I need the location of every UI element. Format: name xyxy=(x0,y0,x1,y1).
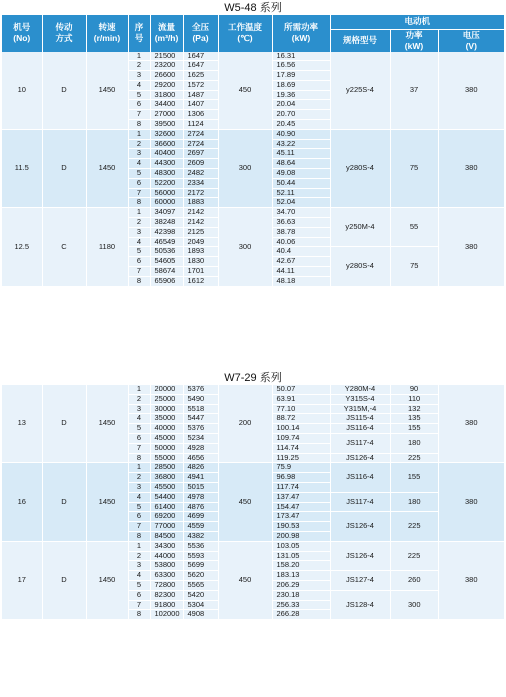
motor-power: 135 xyxy=(390,414,438,424)
seq-no: 6 xyxy=(128,433,150,443)
machine-no: 10 xyxy=(2,52,42,130)
motor-model: JS126-4 xyxy=(330,512,390,541)
flow-value: 54605 xyxy=(150,257,183,267)
seq-no: 5 xyxy=(128,424,150,434)
flow-value: 60000 xyxy=(150,198,183,208)
table-row xyxy=(2,129,504,139)
required-power: 63.91 xyxy=(272,394,330,404)
required-power: 50.07 xyxy=(272,385,330,394)
seq-no: 7 xyxy=(128,188,150,198)
seq-no: 8 xyxy=(128,120,150,130)
pressure-value: 1487 xyxy=(183,90,218,100)
machine-no: 16 xyxy=(2,463,42,541)
seq-no: 2 xyxy=(128,473,150,483)
drive-type: D xyxy=(42,129,86,207)
motor-model: y225S-4 xyxy=(330,52,390,130)
col-req-power-unit: (kW) xyxy=(291,33,311,44)
flow-value: 40400 xyxy=(150,149,183,159)
flow-value: 69200 xyxy=(150,512,183,522)
pressure-value: 5376 xyxy=(183,424,218,434)
pressure-value: 4876 xyxy=(183,502,218,512)
required-power: 190.53 xyxy=(272,522,330,532)
pressure-value: 2609 xyxy=(183,159,218,169)
flow-value: 54400 xyxy=(150,492,183,502)
flow-value: 55000 xyxy=(150,453,183,463)
voltage: 380 xyxy=(438,208,504,286)
pressure-value: 2724 xyxy=(183,129,218,139)
required-power: 154.47 xyxy=(272,502,330,512)
flow-value: 56000 xyxy=(150,188,183,198)
motor-model: JS116-4 xyxy=(330,424,390,434)
pressure-value: 5015 xyxy=(183,482,218,492)
required-power: 20.04 xyxy=(272,100,330,110)
col-voltage xyxy=(438,29,504,52)
pressure-value: 4699 xyxy=(183,512,218,522)
motor-model: JS127-4 xyxy=(330,571,390,591)
seq-no: 3 xyxy=(128,482,150,492)
seq-no: 7 xyxy=(128,110,150,120)
seq-no: 4 xyxy=(128,571,150,581)
required-power: 137.47 xyxy=(272,492,330,502)
flow-value: 30000 xyxy=(150,404,183,414)
pressure-value: 5234 xyxy=(183,433,218,443)
work-temp: 300 xyxy=(218,129,272,207)
speed: 1450 xyxy=(86,463,128,541)
seq-no: 3 xyxy=(128,227,150,237)
required-power: 100.14 xyxy=(272,424,330,434)
pressure-value: 2334 xyxy=(183,178,218,188)
col-machine-no-unit: (No) xyxy=(13,33,31,44)
pressure-value: 4382 xyxy=(183,531,218,541)
flow-value: 44300 xyxy=(150,159,183,169)
seq-no: 6 xyxy=(128,590,150,600)
seq-no: 3 xyxy=(128,561,150,571)
flow-value: 91800 xyxy=(150,600,183,610)
pressure-value: 2049 xyxy=(183,237,218,247)
col-speed-label: 转速 xyxy=(98,22,116,33)
seq-no: 3 xyxy=(128,404,150,414)
col-flow-label: 流量 xyxy=(157,22,175,33)
pressure-value: 5490 xyxy=(183,394,218,404)
required-power: 52.04 xyxy=(272,198,330,208)
col-power-unit: (kW) xyxy=(404,40,424,51)
pressure-value: 2482 xyxy=(183,169,218,179)
pressure-value: 1830 xyxy=(183,257,218,267)
seq-no: 7 xyxy=(128,267,150,277)
flow-value: 31800 xyxy=(150,90,183,100)
flow-value: 36800 xyxy=(150,473,183,483)
flow-value: 36600 xyxy=(150,139,183,149)
required-power: 77.10 xyxy=(272,404,330,414)
drive-type: D xyxy=(42,385,86,463)
pressure-value: 5376 xyxy=(183,385,218,394)
seq-no: 6 xyxy=(128,178,150,188)
seq-no: 3 xyxy=(128,71,150,81)
flow-value: 21500 xyxy=(150,52,183,61)
drive-type: C xyxy=(42,208,86,286)
seq-no: 8 xyxy=(128,276,150,286)
col-voltage-label: 电压 xyxy=(462,29,480,40)
motor-model: y280S-4 xyxy=(330,247,390,286)
flow-value: 32600 xyxy=(150,129,183,139)
work-temp: 300 xyxy=(218,208,272,286)
pressure-value: 5420 xyxy=(183,590,218,600)
motor-power: 75 xyxy=(390,247,438,286)
motor-power: 180 xyxy=(390,433,438,453)
pressure-value: 4908 xyxy=(183,610,218,620)
flow-value: 42398 xyxy=(150,227,183,237)
col-drive-label: 传动 xyxy=(55,22,73,33)
seq-no: 6 xyxy=(128,257,150,267)
pressure-value: 4826 xyxy=(183,463,218,473)
required-power: 119.25 xyxy=(272,453,330,463)
flow-value: 40000 xyxy=(150,424,183,434)
col-power-label: 功率 xyxy=(405,29,423,40)
required-power: 18.69 xyxy=(272,80,330,90)
col-power xyxy=(390,29,438,52)
flow-value: 53800 xyxy=(150,561,183,571)
required-power: 52.11 xyxy=(272,188,330,198)
motor-model: y250M-4 xyxy=(330,208,390,247)
table-row xyxy=(2,52,504,61)
flow-value: 34097 xyxy=(150,208,183,218)
pressure-value: 1893 xyxy=(183,247,218,257)
voltage: 380 xyxy=(438,541,504,619)
motor-power: 180 xyxy=(390,492,438,512)
col-model-label: 规格型号 xyxy=(342,35,377,45)
pressure-value: 1625 xyxy=(183,71,218,81)
flow-value: 34400 xyxy=(150,100,183,110)
col-pressure-unit: (Pa) xyxy=(192,33,209,44)
required-power: 20.70 xyxy=(272,110,330,120)
drive-type: D xyxy=(42,52,86,130)
motor-model: JS115-4 xyxy=(330,414,390,424)
machine-no: 11.5 xyxy=(2,129,42,207)
pressure-value: 4941 xyxy=(183,473,218,483)
flow-value: 26600 xyxy=(150,71,183,81)
required-power: 48.18 xyxy=(272,276,330,286)
flow-value: 28500 xyxy=(150,463,183,473)
required-power: 17.89 xyxy=(272,71,330,81)
motor-power: 155 xyxy=(390,463,438,492)
motor-power: 55 xyxy=(390,208,438,247)
required-power: 49.08 xyxy=(272,169,330,179)
seq-no: 1 xyxy=(128,129,150,139)
col-temp-label: 工作温度 xyxy=(227,22,262,33)
col-drive-unit: 方式 xyxy=(55,33,73,44)
col-machine-no xyxy=(2,15,42,52)
col-motor: 电动机 xyxy=(330,15,504,29)
flow-value: 38248 xyxy=(150,218,183,228)
seq-no: 5 xyxy=(128,90,150,100)
required-power: 43.22 xyxy=(272,139,330,149)
pressure-value: 1883 xyxy=(183,198,218,208)
pressure-value: 5447 xyxy=(183,414,218,424)
required-power: 256.33 xyxy=(272,600,330,610)
motor-model: JS117-4 xyxy=(330,433,390,453)
pressure-value: 1647 xyxy=(183,52,218,61)
motor-power: 37 xyxy=(390,52,438,130)
series-title: W5-48 系列 xyxy=(224,2,282,14)
required-power: 20.45 xyxy=(272,120,330,130)
flow-value: 50536 xyxy=(150,247,183,257)
flow-value: 65906 xyxy=(150,276,183,286)
flow-value: 72800 xyxy=(150,580,183,590)
pressure-value: 1124 xyxy=(183,120,218,130)
seq-no: 1 xyxy=(128,52,150,61)
flow-value: 82300 xyxy=(150,590,183,600)
motor-power: 110 xyxy=(390,394,438,404)
seq-no: 5 xyxy=(128,502,150,512)
required-power: 45.11 xyxy=(272,149,330,159)
pressure-value: 5593 xyxy=(183,551,218,561)
flow-value: 44000 xyxy=(150,551,183,561)
col-speed-unit: (r/min) xyxy=(93,33,121,44)
table-row xyxy=(2,208,504,218)
col-seq-unit: 号 xyxy=(134,33,144,44)
series-title: W7-29 系列 xyxy=(224,372,282,384)
col-voltage-unit: (V) xyxy=(465,40,477,51)
required-power: 109.74 xyxy=(272,433,330,443)
motor-model: JS116-4 xyxy=(330,463,390,492)
pressure-value: 1612 xyxy=(183,276,218,286)
pressure-value: 4978 xyxy=(183,492,218,502)
required-power: 114.74 xyxy=(272,443,330,453)
flow-value: 46549 xyxy=(150,237,183,247)
required-power: 16.56 xyxy=(272,61,330,71)
table-row xyxy=(2,385,504,394)
required-power: 117.74 xyxy=(272,482,330,492)
seq-no: 2 xyxy=(128,394,150,404)
motor-model: JS126-4 xyxy=(330,541,390,570)
machine-no: 17 xyxy=(2,541,42,619)
required-power: 40.90 xyxy=(272,129,330,139)
flow-value: 52200 xyxy=(150,178,183,188)
motor-model: y280S-4 xyxy=(330,129,390,207)
pressure-value: 5518 xyxy=(183,404,218,414)
seq-no: 1 xyxy=(128,463,150,473)
motor-model: Y315M,-4 xyxy=(330,404,390,414)
required-power: 131.05 xyxy=(272,551,330,561)
seq-no: 6 xyxy=(128,100,150,110)
col-flow-unit: (m³/h) xyxy=(154,33,179,44)
flow-value: 45500 xyxy=(150,482,183,492)
motor-power: 90 xyxy=(390,385,438,394)
required-power: 173.47 xyxy=(272,512,330,522)
required-power: 40.06 xyxy=(272,237,330,247)
flow-value: 29200 xyxy=(150,80,183,90)
seq-no: 8 xyxy=(128,610,150,620)
required-power: 230.18 xyxy=(272,590,330,600)
col-req-power-label: 所需功率 xyxy=(283,22,318,33)
required-power: 38.78 xyxy=(272,227,330,237)
required-power: 158.20 xyxy=(272,561,330,571)
pressure-value: 4559 xyxy=(183,522,218,532)
motor-power: 132 xyxy=(390,404,438,414)
flow-value: 23200 xyxy=(150,61,183,71)
motor-model: JS128-4 xyxy=(330,590,390,619)
pressure-value: 1407 xyxy=(183,100,218,110)
seq-no: 7 xyxy=(128,600,150,610)
flow-value: 35000 xyxy=(150,414,183,424)
work-temp: 200 xyxy=(218,385,272,463)
pressure-value: 2125 xyxy=(183,227,218,237)
motor-power: 225 xyxy=(390,453,438,463)
flow-value: 27000 xyxy=(150,110,183,120)
required-power: 266.28 xyxy=(272,610,330,620)
pressure-value: 5304 xyxy=(183,600,218,610)
seq-no: 2 xyxy=(128,218,150,228)
required-power: 183.13 xyxy=(272,571,330,581)
flow-value: 102000 xyxy=(150,610,183,620)
machine-no: 12.5 xyxy=(2,208,42,286)
pressure-value: 5699 xyxy=(183,561,218,571)
seq-no: 1 xyxy=(128,385,150,394)
seq-no: 4 xyxy=(128,414,150,424)
col-machine-no-label: 机号 xyxy=(13,22,31,33)
motor-power: 225 xyxy=(390,541,438,570)
seq-no: 6 xyxy=(128,512,150,522)
pressure-value: 4928 xyxy=(183,443,218,453)
pressure-value: 1306 xyxy=(183,110,218,120)
pressure-value: 4656 xyxy=(183,453,218,463)
flow-value: 58674 xyxy=(150,267,183,277)
seq-no: 4 xyxy=(128,492,150,502)
speed: 1180 xyxy=(86,208,128,286)
flow-value: 50000 xyxy=(150,443,183,453)
seq-no: 3 xyxy=(128,149,150,159)
required-power: 19.36 xyxy=(272,90,330,100)
col-model xyxy=(330,29,390,52)
seq-no: 4 xyxy=(128,237,150,247)
required-power: 200.98 xyxy=(272,531,330,541)
flow-value: 39500 xyxy=(150,120,183,130)
motor-power: 75 xyxy=(390,129,438,207)
required-power: 40.4 xyxy=(272,247,330,257)
motor-power: 225 xyxy=(390,512,438,541)
voltage: 380 xyxy=(438,463,504,541)
required-power: 36.63 xyxy=(272,218,330,228)
pressure-value: 5536 xyxy=(183,541,218,551)
col-speed xyxy=(86,15,128,52)
speed: 1450 xyxy=(86,541,128,619)
pressure-value: 2142 xyxy=(183,208,218,218)
seq-no: 4 xyxy=(128,159,150,169)
required-power: 48.64 xyxy=(272,159,330,169)
flow-value: 84500 xyxy=(150,531,183,541)
drive-type: D xyxy=(42,463,86,541)
flow-value: 25000 xyxy=(150,394,183,404)
voltage: 380 xyxy=(438,52,504,130)
required-power: 50.44 xyxy=(272,178,330,188)
flow-value: 77000 xyxy=(150,522,183,532)
spec-table xyxy=(2,385,504,620)
voltage: 380 xyxy=(438,385,504,463)
seq-no: 5 xyxy=(128,580,150,590)
col-pressure xyxy=(183,15,218,52)
required-power: 42.67 xyxy=(272,257,330,267)
drive-type: D xyxy=(42,541,86,619)
seq-no: 8 xyxy=(128,453,150,463)
col-temp xyxy=(218,15,272,52)
machine-no: 13 xyxy=(2,385,42,463)
flow-value: 20000 xyxy=(150,385,183,394)
voltage: 380 xyxy=(438,129,504,207)
seq-no: 7 xyxy=(128,443,150,453)
required-power: 75.9 xyxy=(272,463,330,473)
col-flow xyxy=(150,15,183,52)
flow-value: 48300 xyxy=(150,169,183,179)
work-temp: 450 xyxy=(218,463,272,541)
required-power: 103.05 xyxy=(272,541,330,551)
table-row xyxy=(2,541,504,551)
motor-model: Y315S-4 xyxy=(330,394,390,404)
seq-no: 2 xyxy=(128,551,150,561)
flow-value: 63300 xyxy=(150,571,183,581)
pressure-value: 2724 xyxy=(183,139,218,149)
speed: 1450 xyxy=(86,129,128,207)
pressure-value: 2172 xyxy=(183,188,218,198)
col-seq xyxy=(128,15,150,52)
motor-model: JS117-4 xyxy=(330,492,390,512)
required-power: 16.31 xyxy=(272,52,330,61)
required-power: 34.70 xyxy=(272,208,330,218)
col-temp-unit: (℃) xyxy=(237,33,253,44)
required-power: 44.11 xyxy=(272,267,330,277)
flow-value: 45000 xyxy=(150,433,183,443)
motor-model: JS126-4 xyxy=(330,453,390,463)
flow-value: 34300 xyxy=(150,541,183,551)
motor-power: 300 xyxy=(390,590,438,619)
pressure-value: 1701 xyxy=(183,267,218,277)
speed: 1450 xyxy=(86,385,128,463)
speed: 1450 xyxy=(86,52,128,130)
work-temp: 450 xyxy=(218,52,272,130)
seq-no: 1 xyxy=(128,208,150,218)
pressure-value: 1647 xyxy=(183,61,218,71)
pressure-value: 1572 xyxy=(183,80,218,90)
seq-no: 5 xyxy=(128,247,150,257)
motor-power: 260 xyxy=(390,571,438,591)
pressure-value: 5620 xyxy=(183,571,218,581)
col-seq-label: 序 xyxy=(134,22,144,33)
pressure-value: 2142 xyxy=(183,218,218,228)
motor-power: 155 xyxy=(390,424,438,434)
motor-model: Y280M-4 xyxy=(330,385,390,394)
seq-no: 2 xyxy=(128,61,150,71)
required-power: 206.29 xyxy=(272,580,330,590)
seq-no: 1 xyxy=(128,541,150,551)
pressure-value: 5565 xyxy=(183,580,218,590)
pressure-value: 2697 xyxy=(183,149,218,159)
seq-no: 7 xyxy=(128,522,150,532)
required-power: 96.98 xyxy=(272,473,330,483)
seq-no: 2 xyxy=(128,139,150,149)
spec-table xyxy=(2,15,504,287)
seq-no: 5 xyxy=(128,169,150,179)
col-pressure-label: 全压 xyxy=(191,22,209,33)
col-req-power xyxy=(272,15,330,52)
col-drive xyxy=(42,15,86,52)
flow-value: 61400 xyxy=(150,502,183,512)
required-power: 88.72 xyxy=(272,414,330,424)
seq-no: 8 xyxy=(128,198,150,208)
work-temp: 450 xyxy=(218,541,272,619)
table-row xyxy=(2,463,504,473)
seq-no: 8 xyxy=(128,531,150,541)
seq-no: 4 xyxy=(128,80,150,90)
